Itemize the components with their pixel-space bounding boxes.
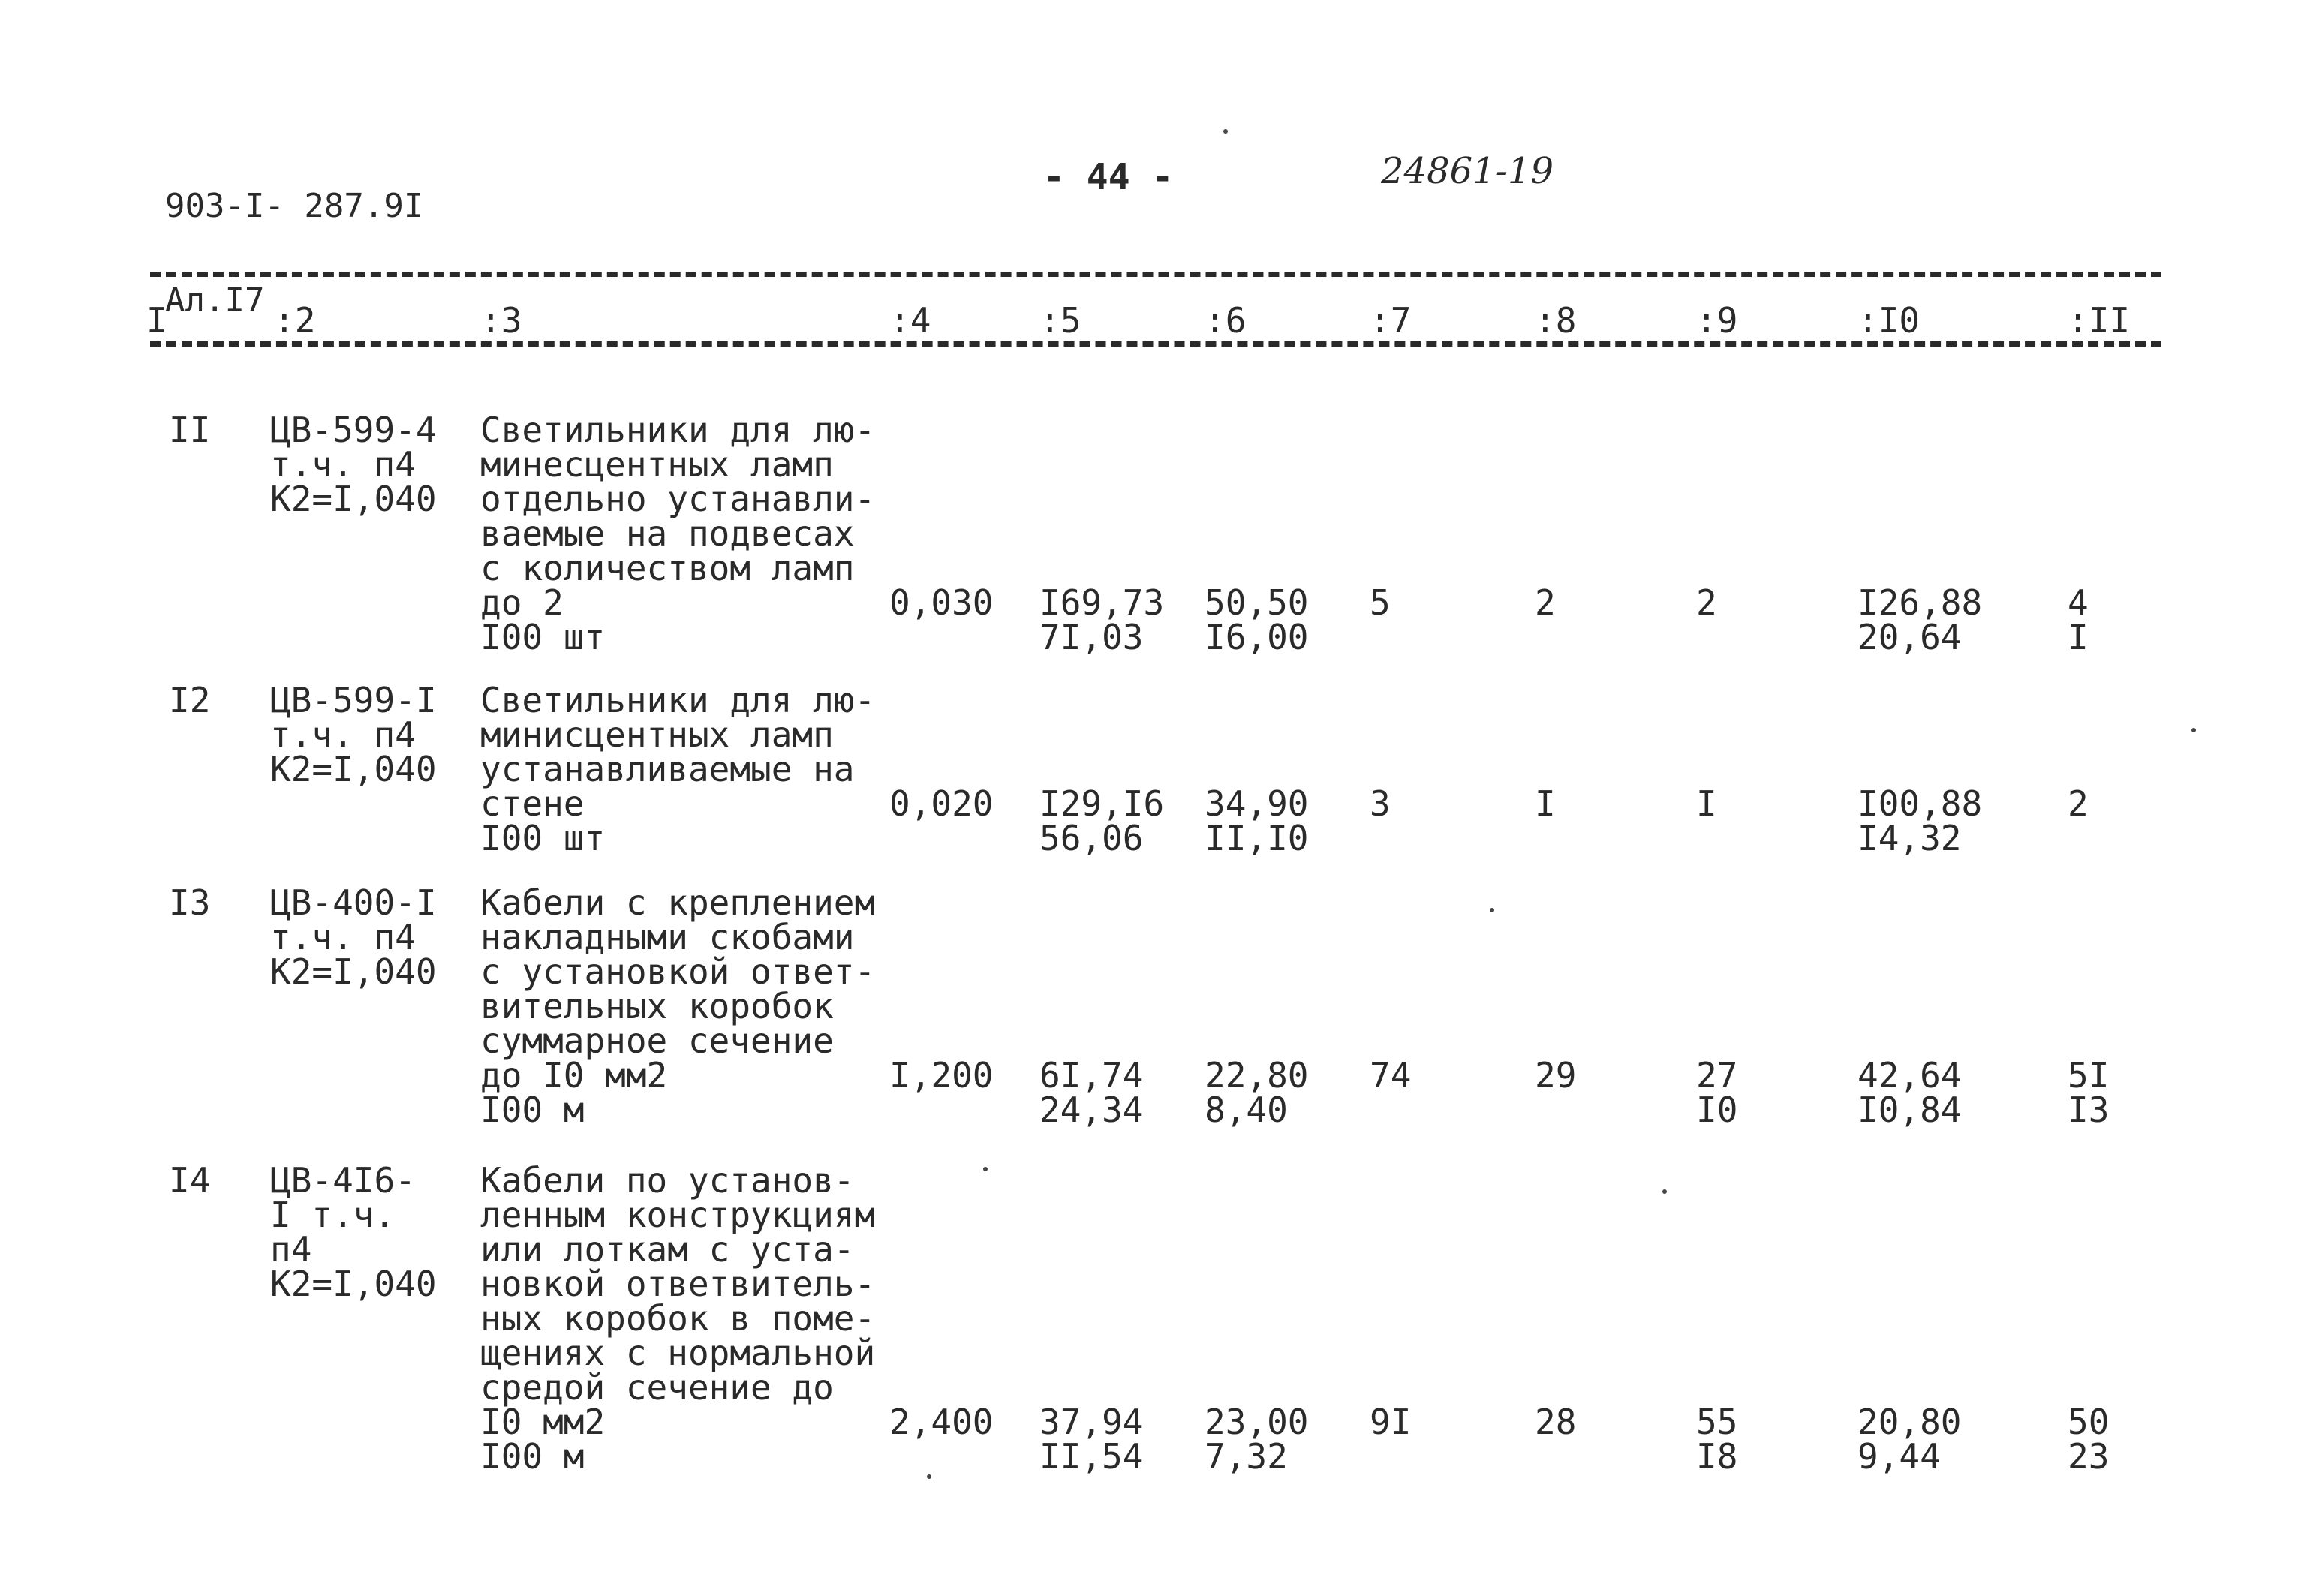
column-header-6: :6 — [1205, 300, 1247, 341]
column-header-7: :7 — [1370, 300, 1412, 341]
column-header-5: :5 — [1039, 300, 1081, 341]
column-header-2: :2 — [274, 300, 316, 341]
row-col11: 4 I — [2068, 582, 2089, 657]
document-code-line2: Ал.I7 — [165, 281, 265, 320]
archive-stamp: 24861-19 — [1381, 150, 1554, 192]
row-number: I4 — [169, 1160, 211, 1201]
row-col10: I00,88 I4,32 — [1857, 783, 1983, 858]
row-code: ЦВ-400-I т.ч. п4 К2=I,040 — [270, 882, 437, 992]
row-col5: I29,I6 56,06 — [1039, 783, 1165, 858]
row-col8: 29 — [1535, 1055, 1577, 1096]
row-description: Кабели по установ- ленным конструкциям или лоткам с уста- новкой ответвитель- ных коробок в поме- щениях с нормальной средой сечение до I0 мм2 I00 м — [480, 1160, 876, 1477]
row-col8: I — [1535, 783, 1556, 824]
row-col6: 22,80 8,40 — [1205, 1055, 1309, 1130]
row-col5: 6I,74 24,34 — [1039, 1055, 1144, 1130]
row-col9: 55 I8 — [1696, 1402, 1738, 1477]
row-col5: 37,94 II,54 — [1039, 1402, 1144, 1477]
row-col10: I26,88 20,64 — [1857, 582, 1983, 657]
row-col9: I — [1696, 783, 1717, 824]
row-number: II — [169, 410, 211, 450]
row-col10: 20,80 9,44 — [1857, 1402, 1962, 1477]
column-header-3: :3 — [480, 300, 522, 341]
row-number: I3 — [169, 882, 211, 923]
scan-speck — [927, 1474, 931, 1479]
row-quantity: 0,020 — [889, 783, 994, 824]
row-col11: 5I I3 — [2068, 1055, 2110, 1130]
scan-speck — [983, 1167, 988, 1171]
column-header-10: :I0 — [1857, 300, 1921, 341]
column-header-1: I — [146, 300, 167, 341]
row-col6: 34,90 II,I0 — [1205, 783, 1309, 858]
row-col11: 50 23 — [2068, 1402, 2110, 1477]
row-col7: 9I — [1370, 1402, 1412, 1442]
row-quantity: 2,400 — [889, 1402, 994, 1442]
row-col8: 28 — [1535, 1402, 1577, 1442]
row-col8: 2 — [1535, 582, 1556, 623]
row-col7: 3 — [1370, 783, 1391, 824]
row-code: ЦВ-599-I т.ч. п4 К2=I,040 — [270, 680, 437, 789]
page-number: - 44 - — [1043, 156, 1174, 198]
row-col7: 74 — [1370, 1055, 1412, 1096]
row-col10: 42,64 I0,84 — [1857, 1055, 1962, 1130]
row-col9: 27 I0 — [1696, 1055, 1738, 1130]
document-code-line1: 903-I- 287.9I — [165, 187, 424, 225]
row-col6: 50,50 I6,00 — [1205, 582, 1309, 657]
row-code: ЦВ-4I6- I т.ч. п4 К2=I,040 — [270, 1160, 437, 1304]
scan-speck — [2191, 728, 2196, 732]
row-description: Светильники для лю- минисцентных ламп устанавливаемые на стене I00 шт — [480, 680, 876, 858]
top-divider — [150, 272, 2161, 277]
scan-speck — [1490, 908, 1494, 912]
row-description: Светильники для лю- минесцентных ламп отдельно устанавли- ваемые на подвесах с количеством ламп до 2 I00 шт — [480, 410, 876, 657]
row-number: I2 — [169, 680, 211, 720]
row-col7: 5 — [1370, 582, 1391, 623]
row-col6: 23,00 7,32 — [1205, 1402, 1309, 1477]
row-quantity: I,200 — [889, 1055, 994, 1096]
header-underline — [150, 341, 2161, 347]
column-header-11: :II — [2068, 300, 2131, 341]
row-col5: I69,73 7I,03 — [1039, 582, 1165, 657]
row-col11: 2 — [2068, 783, 2089, 824]
column-header-4: :4 — [889, 300, 931, 341]
column-header-9: :9 — [1696, 300, 1738, 341]
column-header-8: :8 — [1535, 300, 1577, 341]
row-code: ЦВ-599-4 т.ч. п4 К2=I,040 — [270, 410, 437, 519]
scan-speck — [1662, 1189, 1667, 1194]
row-col9: 2 — [1696, 582, 1717, 623]
row-quantity: 0,030 — [889, 582, 994, 623]
scan-speck — [1223, 129, 1228, 134]
row-description: Кабели с креплением накладными скобами с установкой ответ- вительных коробок суммарное сечение до I0 мм2 I00 м — [480, 882, 876, 1130]
